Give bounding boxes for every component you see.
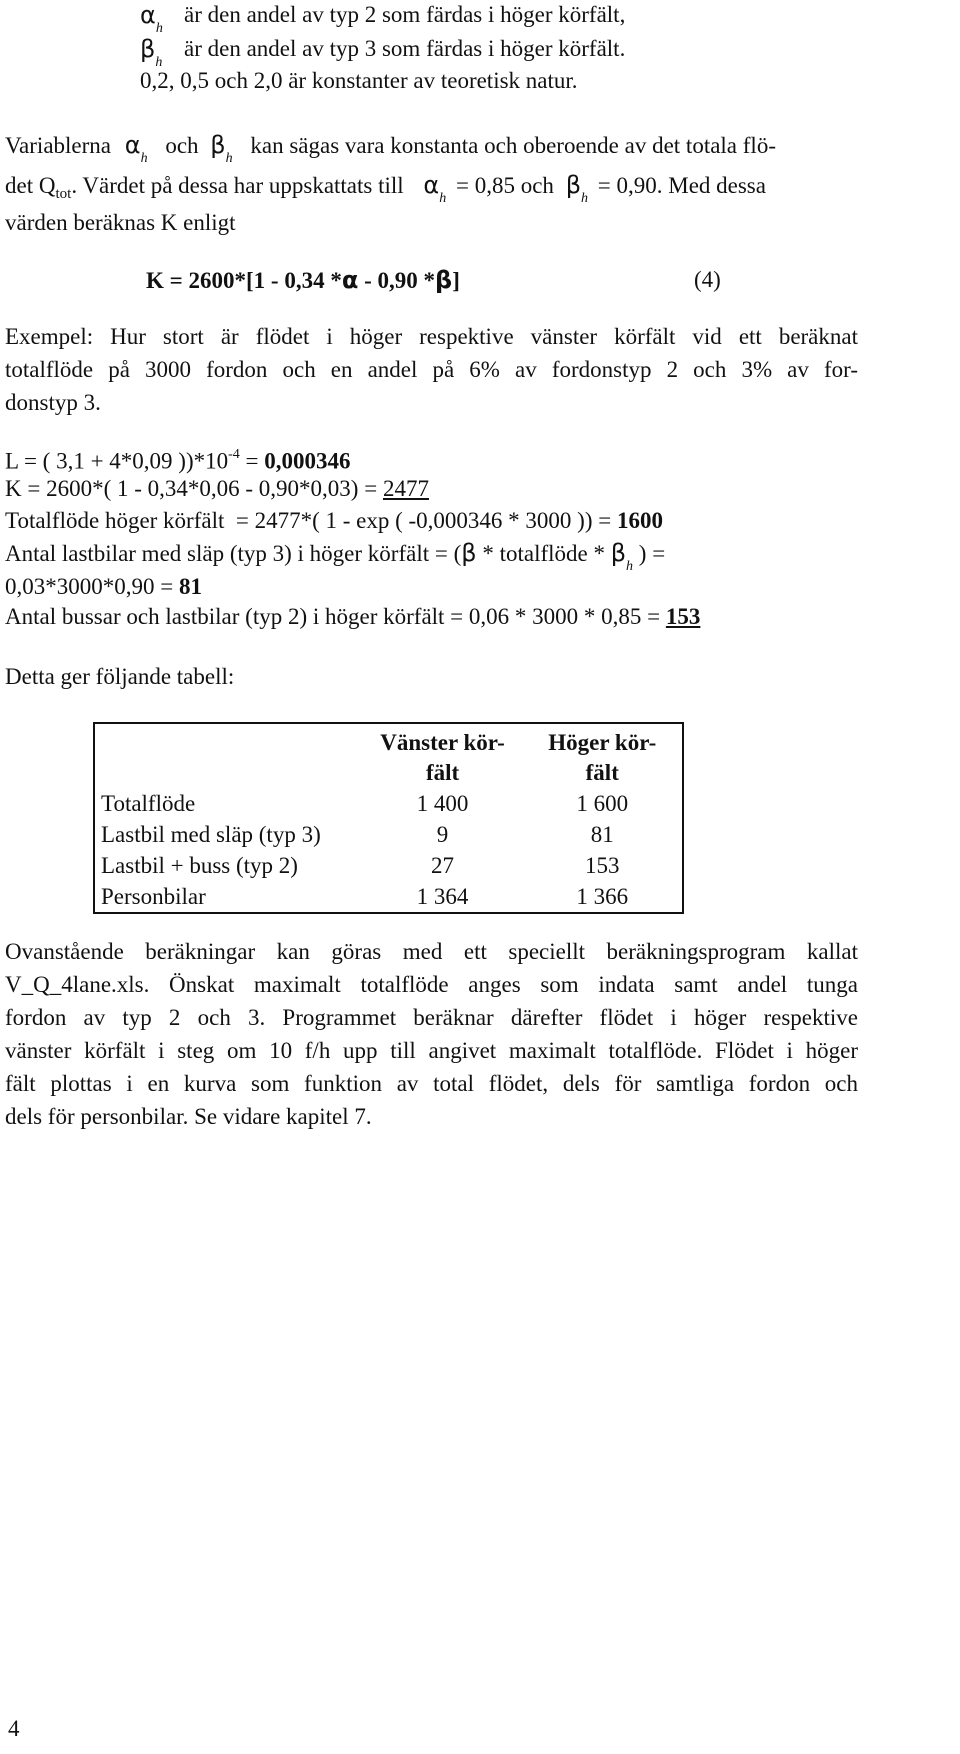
table-header-empty [94,723,363,788]
alpha-symbol: α [140,1,156,29]
calc-buses-trucks: Antal bussar och lastbilar (typ 2) i höger körfält = 0,06 * 3000 * 0,85 = 153 [5,604,701,629]
table-header-row [94,723,683,788]
table-row: Totalflöde 1 400 1 600 [101,791,629,816]
flow-table [93,722,684,914]
table-row: Lastbil + buss (typ 2) 27 153 [101,853,620,878]
table-intro: Detta ger följande tabell: [5,664,235,689]
calc-trucks-trailer-result: 0,03*3000*0,90 = 81 [5,574,202,599]
calc-totalflow: Totalflöde höger körfält = 2477*( 1 - exp ( -0,000346 * 3000 )) = 1600 [5,508,663,533]
table-row: Lastbil med släp (typ 3) 9 81 [101,822,614,847]
paragraph-variables-line3: värden beräknas K enligt [5,210,236,235]
definition-alpha: $\alpha_h$ är den andel av typ 2 som färdas i höger körfält, [140,1,626,36]
definition-constants: 0,2, 0,5 och 2,0 är konstanter av teoretisk natur. [140,68,578,93]
table-row: Personbilar 1 364 1 366 [101,884,629,909]
definition-alpha-text: är den andel av typ 2 som färdas i höger körfält, [184,2,626,27]
paragraph-variables-line1: Variablerna $\alpha_h$ och $\beta_h$ kan sägas vara konstanta och oberoende av det totala flö- [5,131,776,166]
calc-trucks-trailer: Antal lastbilar med släp (typ 3) i höger körfält = (β * totalflöde * $\beta_h$ ) = [5,539,666,574]
table-header-right-lane: Höger kör- fält [548,730,657,785]
definition-beta-text: är den andel av typ 3 som färdas i höger körfält. [184,36,626,61]
paragraph-variables-line2: $\det Q_{tot}$. Värdet på dessa har uppskattats till $\alpha_h = 0,85$ och $\beta_h = 0,90$. Med dessa [5,171,766,206]
calc-K: K = 2600*( 1 - 0,34*0,06 - 0,90*0,03) = 2477 [5,476,429,501]
table-header-left-lane: Vänster kör- fält [380,730,505,785]
beta-symbol: β [140,35,156,63]
closing-paragraph: Ovanstående beräkningar kan göras med ett speciellt beräkningsprogram kallat V_Q_4lane.xls. Önskat maximalt totalflöde anges som indata samt andel tunga fordon av typ 2 och 3. Programmet beräknar därefter flödet i höger respektive vänster körfält i steg om 10 f/h upp till angivet maximalt totalflöde. Flödet i höger fält plottas i en kurva som funktion av total flödet, dels för samtliga fordon och dels för personbilar. Se vidare kapitel 7. [5,939,858,1129]
formula-k: K = 2600*[1 - 0,34 *α - 0,90 *β] [146,266,460,294]
definition-beta: $\beta_h$ är den andel av typ 3 som färdas i höger körfält. [140,35,626,70]
page-number: 4 [8,1716,20,1741]
formula-number: (4) [694,267,721,292]
calc-L: L = ( 3,1 + 4*0,09 ))$*10^{-4} = 0,000346$ [5,447,351,474]
example-paragraph: Exempel: Hur stort är flödet i höger respektive vänster körfält vid ett beräknat totalflöde på 3000 fordon och en andel på 6% av fordonstyp 2 och 3% av for- donstyp 3. [5,324,858,415]
